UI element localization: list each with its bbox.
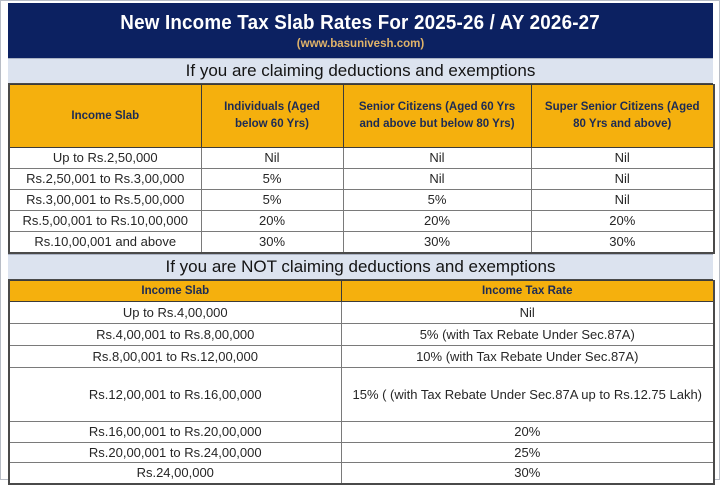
table-row (9, 346, 714, 368)
table-row (9, 463, 714, 484)
cell-rate: Nil (531, 190, 714, 211)
cell-income-slab: Rs.12,00,001 to Rs.16,00,000 (9, 368, 341, 422)
cell-income-slab: Rs.3,00,001 to Rs.5,00,000 (9, 190, 201, 211)
table-row (9, 190, 714, 211)
cell-rate: 5% (343, 190, 531, 211)
website-credit: (www.basunivesh.com) (296, 38, 425, 50)
section-heading-with-deductions: If you are claiming deductions and exemptions (8, 58, 713, 84)
table-row (9, 169, 714, 190)
table-row (9, 232, 714, 253)
cell-income-slab: Up to Rs.2,50,000 (9, 148, 201, 169)
cell-rate: 20% (343, 211, 531, 232)
cell-income-slab: Rs.2,50,001 to Rs.3,00,000 (9, 169, 201, 190)
cell-rate: 30% (343, 232, 531, 253)
cell-rate: Nil (531, 169, 714, 190)
cell-income-slab: Up to Rs.4,00,000 (9, 302, 341, 324)
cell-rate: Nil (531, 148, 714, 169)
table-row (9, 368, 714, 422)
column-header-income-slab: Income Slab (9, 85, 201, 148)
cell-rate: Nil (201, 148, 343, 169)
page-title: New Income Tax Slab Rates For 2025-26 / AY 2026-27 (120, 12, 601, 34)
cell-income-slab: Rs.24,00,000 (9, 463, 341, 484)
section-heading-without-deductions: If you are NOT claiming deductions and exemptions (8, 254, 713, 280)
column-header-super-senior-citizens: Super Senior Citizens (Aged 80 Yrs and above) (531, 85, 714, 148)
cell-rate: Nil (341, 302, 714, 324)
table-row (9, 302, 714, 324)
cell-rate: 5% (201, 169, 343, 190)
cell-rate: 30% (341, 463, 714, 484)
cell-rate: 30% (531, 232, 714, 253)
cell-rate: 30% (201, 232, 343, 253)
cell-income-slab: Rs.16,00,001 to Rs.20,00,000 (9, 422, 341, 443)
cell-rate: 5% (with Tax Rebate Under Sec.87A) (341, 324, 714, 346)
table-row (9, 442, 714, 463)
cell-income-slab: Rs.20,00,001 to Rs.24,00,000 (9, 442, 341, 463)
without-deductions-table (8, 280, 715, 485)
cell-rate: Nil (343, 169, 531, 190)
masthead (8, 3, 713, 58)
table-row (9, 148, 714, 169)
content-frame (8, 3, 713, 485)
cell-income-slab: Rs.10,00,001 and above (9, 232, 201, 253)
cell-rate: 20% (201, 211, 343, 232)
cell-income-slab: Rs.4,00,001 to Rs.8,00,000 (9, 324, 341, 346)
with-deductions-table (8, 84, 715, 254)
cell-rate: 20% (531, 211, 714, 232)
column-header-income-tax-rate: Income Tax Rate (341, 280, 714, 302)
column-header-income-slab: Income Slab (9, 280, 341, 302)
cell-rate: 15% ( (with Tax Rebate Under Sec.87A up to Rs.12.75 Lakh) (341, 368, 714, 422)
cell-rate: Nil (343, 148, 531, 169)
table-row (9, 324, 714, 346)
header-row (9, 85, 714, 148)
table-row (9, 211, 714, 232)
column-header-senior-citizens: Senior Citizens (Aged 60 Yrs and above but below 80 Yrs) (343, 85, 531, 148)
column-header-individuals: Individuals (Aged below 60 Yrs) (201, 85, 343, 148)
cell-income-slab: Rs.5,00,001 to Rs.10,00,000 (9, 211, 201, 232)
header-row (9, 280, 714, 302)
cell-rate: 20% (341, 422, 714, 443)
cell-rate: 10% (with Tax Rebate Under Sec.87A) (341, 346, 714, 368)
cell-income-slab: Rs.8,00,001 to Rs.12,00,000 (9, 346, 341, 368)
cell-rate: 25% (341, 442, 714, 463)
table-row (9, 422, 714, 443)
cell-rate: 5% (201, 190, 343, 211)
